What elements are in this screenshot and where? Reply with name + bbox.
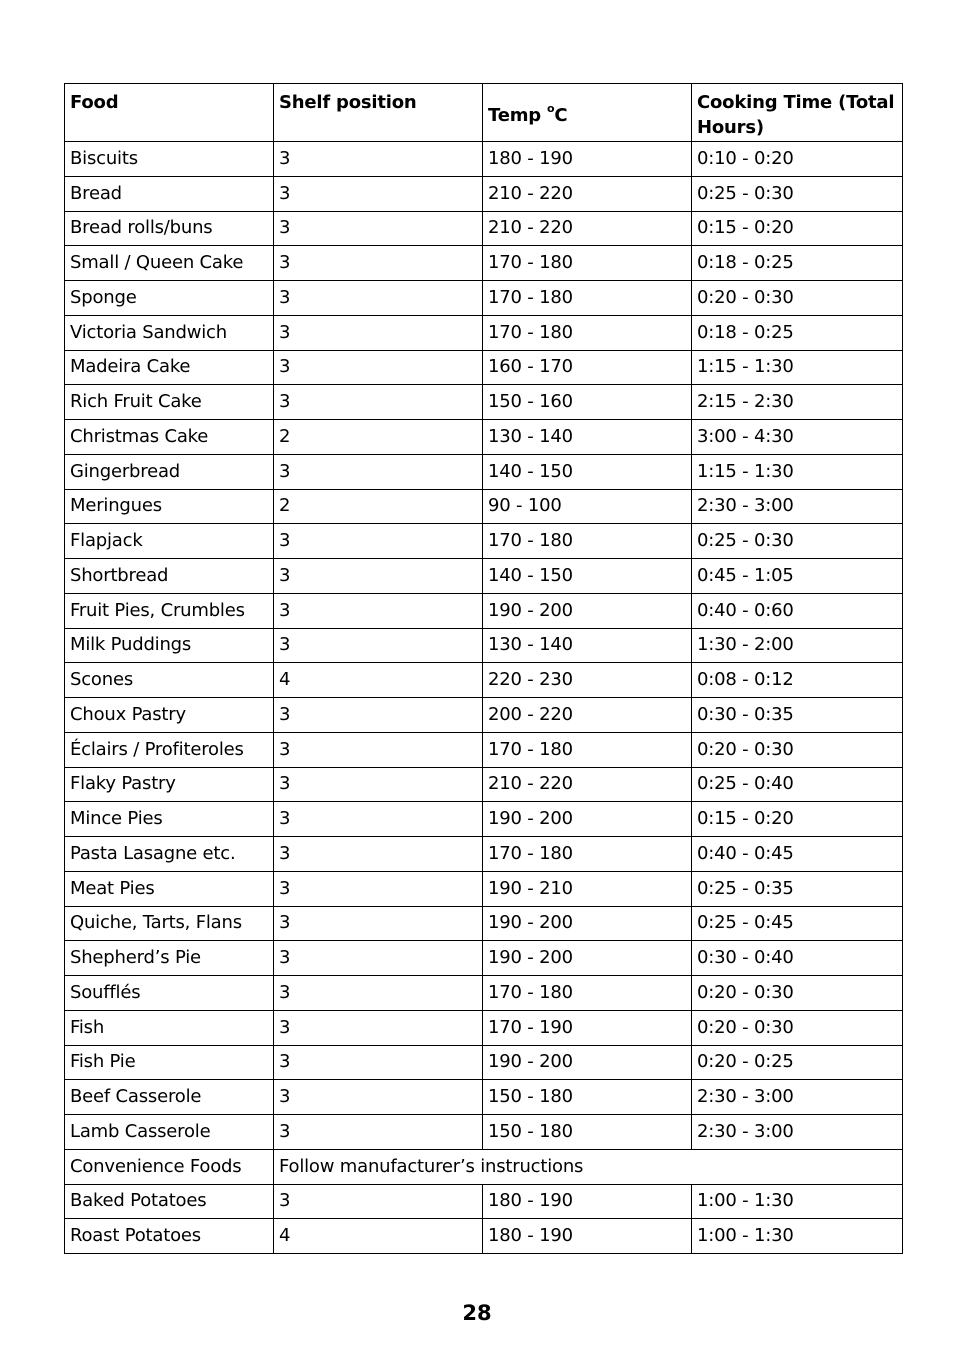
table-row [65,176,903,211]
food-cell: Shortbread [65,559,274,594]
table-row [65,420,903,455]
food-cell: Gingerbread [65,454,274,489]
temperature-cell: 150 - 180 [483,1080,692,1115]
cooking-time-cell: 0:30 - 0:40 [692,941,903,976]
cooking-time-cell: 1:30 - 2:00 [692,628,903,663]
shelf-cell: 4 [274,663,483,698]
cooking-time-cell: 3:00 - 4:30 [692,420,903,455]
shelf-cell: 3 [274,802,483,837]
shelf-cell: 3 [274,837,483,872]
shelf-cell: 3 [274,698,483,733]
shelf-cell: 3 [274,281,483,316]
table-row [65,871,903,906]
instructions-cell: Follow manufacturer’s instructions [274,1149,903,1184]
food-cell: Baked Potatoes [65,1184,274,1219]
food-cell: Mince Pies [65,802,274,837]
temperature-cell: 140 - 150 [483,559,692,594]
cooking-time-cell: 0:18 - 0:25 [692,315,903,350]
cooking-time-cell: 0:40 - 0:45 [692,837,903,872]
temperature-cell: 170 - 190 [483,1010,692,1045]
temperature-cell: 150 - 180 [483,1115,692,1150]
cooking-time-cell: 1:00 - 1:30 [692,1219,903,1254]
shelf-cell: 3 [274,454,483,489]
food-cell: Choux Pastry [65,698,274,733]
shelf-cell: 2 [274,489,483,524]
table-row [65,1080,903,1115]
table-row [65,976,903,1011]
temperature-cell: 170 - 180 [483,281,692,316]
header-food: Food [65,84,274,142]
temperature-cell: 180 - 190 [483,1219,692,1254]
temperature-cell: 170 - 180 [483,315,692,350]
table-row [65,211,903,246]
temperature-cell: 210 - 220 [483,176,692,211]
cooking-time-cell: 2:30 - 3:00 [692,1115,903,1150]
table-row [65,1149,903,1184]
shelf-cell: 4 [274,1219,483,1254]
table-row [65,732,903,767]
table-row [65,281,903,316]
shelf-cell: 3 [274,315,483,350]
table-row [65,142,903,177]
food-cell: Bread [65,176,274,211]
table-row [65,802,903,837]
temperature-cell: 210 - 220 [483,211,692,246]
cooking-time-cell: 0:20 - 0:30 [692,1010,903,1045]
table-row [65,385,903,420]
table-row [65,524,903,559]
food-cell: Milk Puddings [65,628,274,663]
food-cell: Beef Casserole [65,1080,274,1115]
food-cell: Small / Queen Cake [65,246,274,281]
cooking-time-cell: 2:30 - 3:00 [692,489,903,524]
table-row [65,315,903,350]
shelf-cell: 3 [274,350,483,385]
table-row [65,628,903,663]
food-cell: Victoria Sandwich [65,315,274,350]
temperature-cell: 150 - 160 [483,385,692,420]
cooking-time-cell: 0:25 - 0:30 [692,524,903,559]
food-cell: Meringues [65,489,274,524]
temperature-cell: 190 - 200 [483,593,692,628]
temperature-cell: 210 - 220 [483,767,692,802]
shelf-cell: 3 [274,559,483,594]
table-row [65,593,903,628]
table-row [65,559,903,594]
temperature-cell: 190 - 200 [483,1045,692,1080]
food-cell: Roast Potatoes [65,1219,274,1254]
food-cell: Fish Pie [65,1045,274,1080]
cooking-time-cell: 2:30 - 3:00 [692,1080,903,1115]
shelf-cell: 3 [274,871,483,906]
degree-symbol: o [547,101,555,115]
table-body [65,142,903,1254]
cooking-time-cell: 1:15 - 1:30 [692,454,903,489]
temperature-cell: 200 - 220 [483,698,692,733]
cooking-time-cell: 0:20 - 0:30 [692,281,903,316]
temperature-cell: 170 - 180 [483,246,692,281]
food-cell: Rich Fruit Cake [65,385,274,420]
food-cell: Flapjack [65,524,274,559]
shelf-cell: 3 [274,1184,483,1219]
table-row [65,941,903,976]
food-cell: Sponge [65,281,274,316]
header-temperature [483,84,692,142]
food-cell: Scones [65,663,274,698]
table-row [65,767,903,802]
shelf-cell: 3 [274,906,483,941]
temperature-cell: 170 - 180 [483,837,692,872]
temperature-cell: 140 - 150 [483,454,692,489]
table-row [65,663,903,698]
cooking-time-cell: 0:25 - 0:35 [692,871,903,906]
shelf-cell: 3 [274,593,483,628]
shelf-cell: 3 [274,1010,483,1045]
cooking-chart [64,83,902,1254]
food-cell: Fruit Pies, Crumbles [65,593,274,628]
food-cell: Meat Pies [65,871,274,906]
food-cell: Soufflés [65,976,274,1011]
table-row [65,454,903,489]
cooking-time-cell: 0:30 - 0:35 [692,698,903,733]
shelf-cell: 3 [274,1080,483,1115]
header-cooking-time: Cooking Time (Total Hours) [692,84,903,142]
cooking-table [64,83,903,1254]
shelf-cell: 3 [274,941,483,976]
shelf-cell: 3 [274,1115,483,1150]
cooking-time-cell: 0:08 - 0:12 [692,663,903,698]
shelf-cell: 2 [274,420,483,455]
food-cell: Shepherd’s Pie [65,941,274,976]
table-header-row [65,84,903,142]
shelf-cell: 3 [274,732,483,767]
temperature-cell: 190 - 200 [483,906,692,941]
food-cell: Christmas Cake [65,420,274,455]
cooking-time-cell: 0:25 - 0:45 [692,906,903,941]
cooking-time-cell: 0:20 - 0:25 [692,1045,903,1080]
shelf-cell: 3 [274,211,483,246]
header-shelf-position: Shelf position [274,84,483,142]
food-cell: Quiche, Tarts, Flans [65,906,274,941]
shelf-cell: 3 [274,1045,483,1080]
food-cell: Bread rolls/buns [65,211,274,246]
shelf-cell: 3 [274,524,483,559]
shelf-cell: 3 [274,246,483,281]
page-number: 28 [462,1301,492,1325]
cooking-time-cell: 0:15 - 0:20 [692,211,903,246]
food-cell: Convenience Foods [65,1149,274,1184]
shelf-cell: 3 [274,767,483,802]
food-cell: Éclairs / Profiteroles [65,732,274,767]
table-row [65,1115,903,1150]
table-row [65,350,903,385]
temperature-cell: 180 - 190 [483,1184,692,1219]
cooking-time-cell: 0:10 - 0:20 [692,142,903,177]
temperature-cell: 170 - 180 [483,976,692,1011]
cooking-time-cell: 0:20 - 0:30 [692,976,903,1011]
temperature-cell: 170 - 180 [483,524,692,559]
food-cell: Madeira Cake [65,350,274,385]
table-row [65,1010,903,1045]
cooking-time-cell: 1:00 - 1:30 [692,1184,903,1219]
shelf-cell: 3 [274,176,483,211]
table-row [65,489,903,524]
table-row [65,698,903,733]
temperature-cell: 130 - 140 [483,628,692,663]
temperature-cell: 190 - 200 [483,802,692,837]
food-cell: Flaky Pastry [65,767,274,802]
cooking-time-cell: 2:15 - 2:30 [692,385,903,420]
food-cell: Pasta Lasagne etc. [65,837,274,872]
header-temp-label: Temp [488,104,548,126]
temperature-cell: 180 - 190 [483,142,692,177]
temperature-cell: 220 - 230 [483,663,692,698]
shelf-cell: 3 [274,628,483,663]
table-row [65,1184,903,1219]
temperature-cell: 160 - 170 [483,350,692,385]
header-temp-unit: C [554,104,568,126]
food-cell: Biscuits [65,142,274,177]
cooking-time-cell: 0:25 - 0:30 [692,176,903,211]
cooking-time-cell: 0:40 - 0:60 [692,593,903,628]
food-cell: Lamb Casserole [65,1115,274,1150]
temperature-cell: 190 - 210 [483,871,692,906]
table-row [65,1045,903,1080]
temperature-cell: 90 - 100 [483,489,692,524]
temperature-cell: 190 - 200 [483,941,692,976]
table-row [65,246,903,281]
cooking-time-cell: 0:45 - 1:05 [692,559,903,594]
temperature-cell: 130 - 140 [483,420,692,455]
shelf-cell: 3 [274,142,483,177]
cooking-time-cell: 0:15 - 0:20 [692,802,903,837]
food-cell: Fish [65,1010,274,1045]
table-row [65,906,903,941]
cooking-time-cell: 0:20 - 0:30 [692,732,903,767]
shelf-cell: 3 [274,385,483,420]
cooking-time-cell: 0:18 - 0:25 [692,246,903,281]
temperature-cell: 170 - 180 [483,732,692,767]
table-row [65,1219,903,1254]
table-row [65,837,903,872]
shelf-cell: 3 [274,976,483,1011]
cooking-time-cell: 0:25 - 0:40 [692,767,903,802]
cooking-time-cell: 1:15 - 1:30 [692,350,903,385]
